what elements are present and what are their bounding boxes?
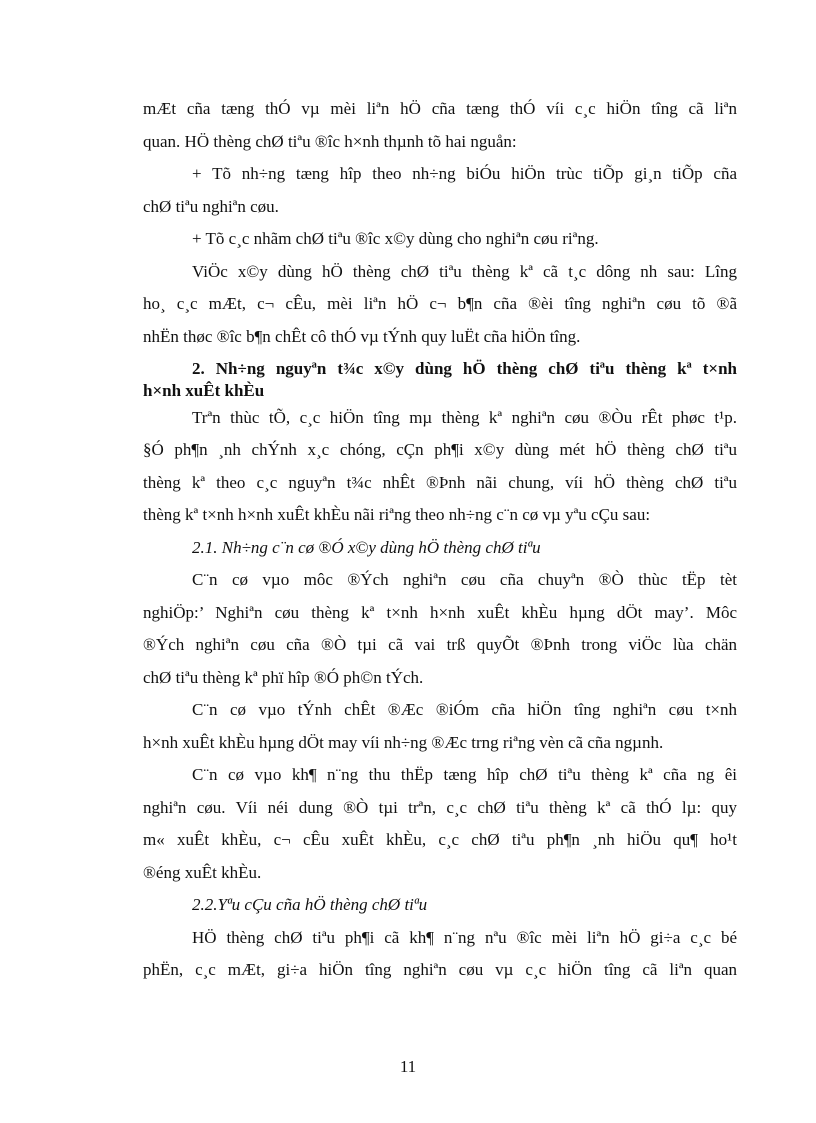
- subsection-heading: 2.1. Nh÷ng c¨n cø ®Ó x©y dùng hÖ thèng chØ tiªu: [192, 538, 541, 557]
- text-line: phËn, c¸c mÆt, gi÷a hiÖn tîng nghiªn cøu vµ c¸c hiÖn tîng cã liªn quan: [143, 960, 737, 979]
- text-line: HÖ thèng chØ tiªu ph¶i cã kh¶ n¨ng nªu ®îc mèi liªn hÖ gi÷a c¸c bé: [192, 928, 737, 947]
- text-line: nghiªn cøu. Víi néi dung ®Ò tµi trªn, c¸c chØ tiªu thèng kª cã thÓ lµ: quy: [143, 798, 737, 817]
- text-line: mÆt cña tæng thÓ vµ mèi liªn hÖ cña tæng thÓ víi c¸c hiÖn tîng cã liªn: [143, 99, 737, 118]
- text-line: ViÖc x©y dùng hÖ thèng chØ tiªu thèng kª cã t¸c dông nh sau: Lîng: [192, 262, 737, 281]
- text-line: h×nh xuÊt khÈu hµng dÖt may víi nh÷ng ®Æc trng riªng vèn cã cña ngµnh.: [143, 733, 664, 752]
- text-line: C¨n cø vµo tÝnh chÊt ®Æc ®iÓm cña hiÖn tîng nghiªn cøu t×nh: [192, 700, 737, 719]
- subsection-heading: 2.2.Yªu cÇu cña hÖ thèng chØ tiªu: [192, 895, 428, 914]
- text-line: nhËn thøc ®îc b¶n chÊt cô thÓ vµ tÝnh quy luËt cña hiÖn tîng.: [143, 327, 581, 346]
- text-line: ho¸ c¸c mÆt, c¬ cÊu, mèi liªn hÖ c¬ b¶n cña ®èi tîng nghiªn cøu tõ ®ã: [143, 294, 737, 313]
- section-heading: 2. Nh÷ng nguyªn t¾c x©y dùng hÖ thèng chØ tiªu thèng kª t×nh: [192, 359, 737, 378]
- section-heading-cont: h×nh xuÊt khÈu: [143, 381, 265, 400]
- text-line: §Ó ph¶n ¸nh chÝnh x¸c chóng, cÇn ph¶i x©y dùng mét hÖ thèng chØ tiªu: [143, 440, 737, 459]
- text-line: ®Ých nghiªn cøu cña ®Ò tµi cã vai trß quyÕt ®Þnh trong viÖc lùa chän: [143, 635, 737, 654]
- text-line: thèng kª theo c¸c nguyªn t¾c nhÊt ®Þnh nãi chung, víi hÖ thèng chØ tiªu: [143, 473, 737, 492]
- text-line: chØ tiªu thèng kª phï hîp ®Ó ph©n tÝch.: [143, 668, 424, 687]
- text-line: thèng kª t×nh h×nh xuÊt khÈu nãi riªng theo nh÷ng c¨n cø vµ yªu cÇu sau:: [143, 505, 651, 524]
- page-number: 11: [399, 1057, 417, 1076]
- text-line: m« xuÊt khÈu, c¬ cÊu xuÊt khÈu, c¸c chØ tiªu ph¶n ¸nh hiÖu qu¶ ho¹t: [143, 830, 737, 849]
- text-line: ®éng xuÊt khÈu.: [143, 863, 262, 882]
- text-line: C¨n cø vµo kh¶ n¨ng thu thËp tæng hîp chØ tiªu thèng kª cña ng êi: [192, 765, 737, 784]
- text-line: C¨n cø vµo môc ®Ých nghiªn cøu cña chuyªn ®Ò thùc tËp tèt: [192, 570, 737, 589]
- text-line: + Tõ nh÷ng tæng hîp theo nh÷ng biÓu hiÖn trùc tiÕp gi¸n tiÕp cña: [192, 164, 737, 183]
- text-line: quan. HÖ thèng chØ tiªu ®îc h×nh thµnh tõ hai nguån:: [143, 132, 517, 151]
- text-line: chØ tiªu nghiªn cøu.: [143, 197, 279, 216]
- text-line: + Tõ c¸c nhãm chØ tiªu ®îc x©y dùng cho nghiªn cøu riªng.: [192, 229, 599, 248]
- text-line: Trªn thùc tÕ, c¸c hiÖn tîng mµ thèng kª nghiªn cøu ®Òu rÊt phøc t¹p.: [192, 408, 737, 427]
- text-line: nghiÖp:’ Nghiªn cøu thèng kª t×nh h×nh xuÊt khÈu hµng dÖt may’. Môc: [143, 603, 737, 622]
